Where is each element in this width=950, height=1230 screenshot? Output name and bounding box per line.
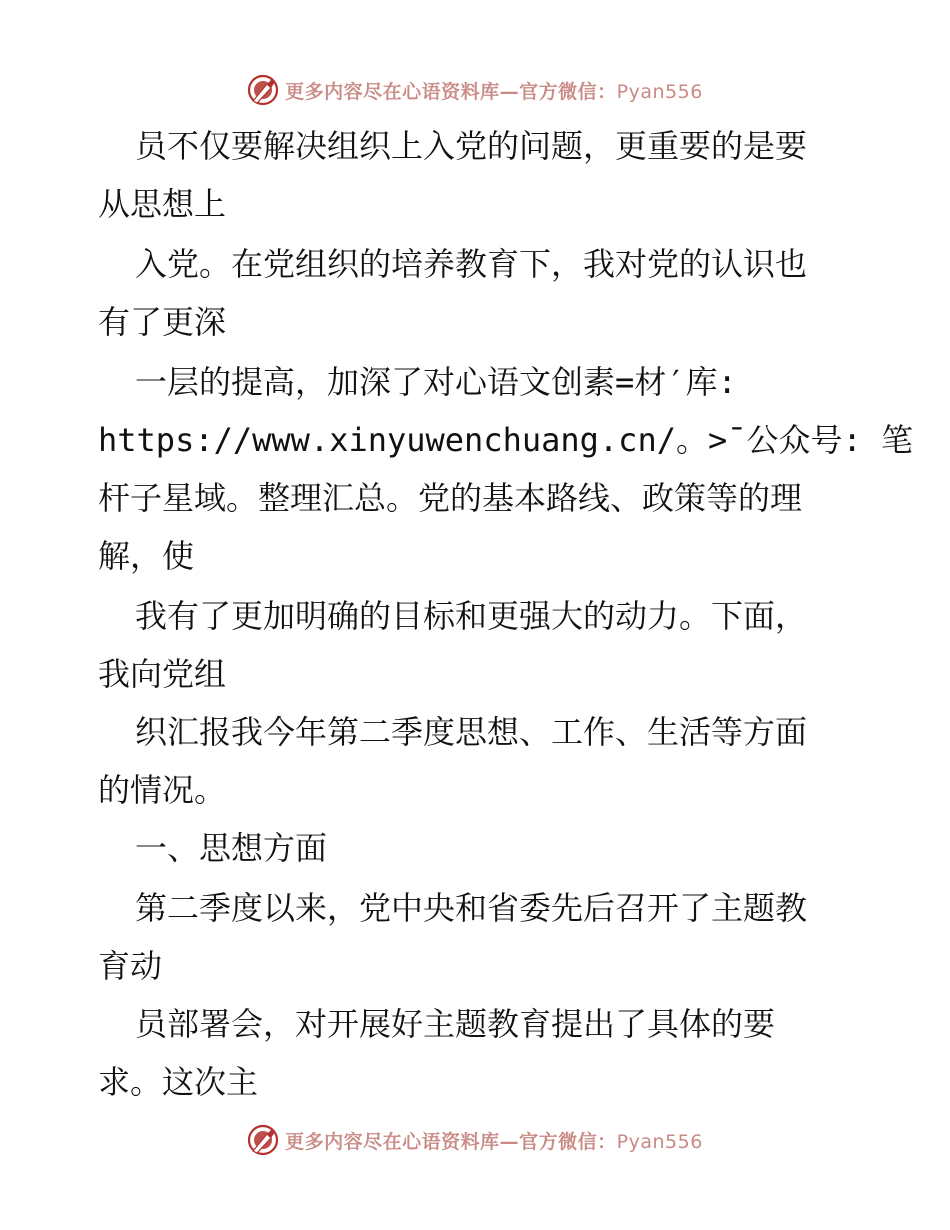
body-line: 杆子星域。整理汇总。党的基本路线、政策等的理 [98,479,803,517]
body-line: 员部署会，对开展好主题教育提出了具体的要 [135,1005,776,1043]
body-line: 求。这次主 [98,1063,259,1101]
pen-logo-icon [247,74,279,106]
header-banner-contact: Pyan556 [616,80,703,103]
body-line: 织汇报我今年第二季度思想、工作、生活等方面 [135,713,808,751]
body-line: 的情况。 [98,771,227,809]
body-line: https://www.xinyuwenchuang.cn/。>¯公众号: 笔 [98,421,914,459]
body-line: 入党。在党组织的培养教育下，我对党的认识也 [135,245,808,283]
footer-banner [0,1122,950,1158]
pen-logo-icon [247,1124,279,1156]
body-line: 我有了更加明确的目标和更强大的动力。下面， [135,597,808,635]
footer-banner-text: 更多内容尽在心语资料库—官方微信：Pyan556 [285,1130,703,1153]
footer-banner-contact: Pyan556 [616,1130,703,1153]
header-banner-text: 更多内容尽在心语资料库—官方微信：Pyan556 [285,80,703,103]
body-line: 我向党组 [98,655,227,693]
body-line: 从思想上 [98,185,227,223]
body-line: 第二季度以来，党中央和省委先后召开了主题教 [135,889,808,927]
body-line: 育动 [98,947,163,985]
body-line: 员不仅要解决组织上入党的问题，更重要的是要 [135,127,808,165]
section-heading: 一、思想方面 [135,829,328,867]
header-banner [0,72,950,108]
body-line: 一层的提高，加深了对心语文创素=材′库: [135,363,737,401]
body-line: 解，使 [98,537,195,575]
body-line: 有了更深 [98,303,227,341]
